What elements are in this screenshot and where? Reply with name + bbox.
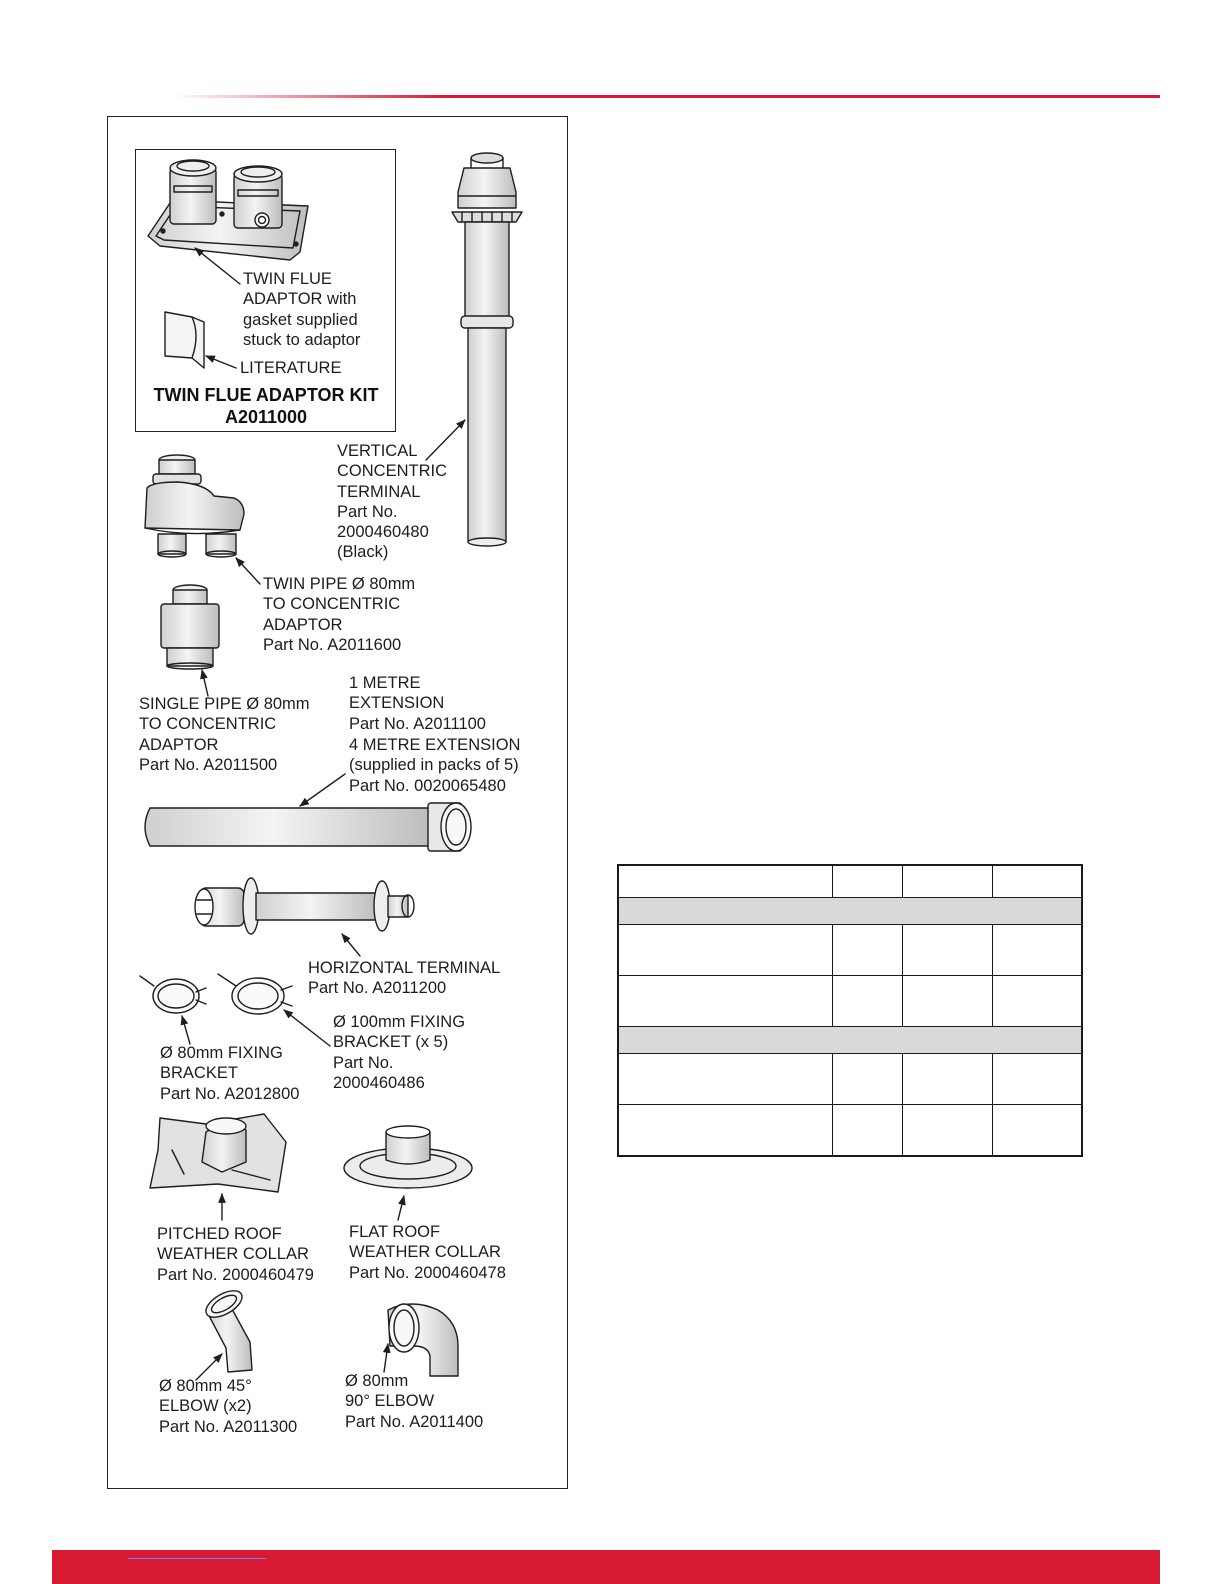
single-pipe-adaptor-label: SINGLE PIPE Ø 80mm TO CONCENTRIC ADAPTOR Part No. A2011500: [139, 695, 310, 774]
kit-title: TWIN FLUE ADAPTOR KIT A2011000: [153, 385, 379, 427]
one-metre-extension-label: 1 METRE EXTENSION Part No. A2011100: [349, 674, 486, 733]
fixing-bracket-80-drawing: [140, 976, 206, 1013]
elbow-90-label: Ø 80mm 90° ELBOW Part No. A2011400: [345, 1372, 484, 1431]
literature-drawing: [165, 312, 204, 368]
extension-pipe-drawing: [145, 803, 471, 851]
flue-length-table: [617, 864, 1083, 1157]
twin-pipe-adaptor-label: TWIN PIPE Ø 80mm TO CONCENTRIC ADAPTOR Part No. A2011600: [263, 575, 416, 654]
bracket-80-label: Ø 80mm FIXING BRACKET Part No. A2012800: [160, 1044, 300, 1103]
pitched-roof-collar-drawing: [150, 1114, 286, 1192]
footer-link-underline[interactable]: [128, 1558, 266, 1559]
footer-accent-bar: [52, 1550, 1160, 1584]
elbow-90-drawing: [388, 1304, 458, 1376]
twin-pipe-adaptor-drawing: [145, 455, 244, 557]
pitched-roof-collar-label: PITCHED ROOF WEATHER COLLAR Part No. 2000460479: [157, 1225, 314, 1284]
table-header-row: [618, 865, 1082, 898]
twin-flue-adaptor-drawing: [148, 160, 308, 260]
table-row: [618, 976, 1082, 1027]
single-pipe-adaptor-drawing: [161, 585, 219, 669]
four-metre-extension-label: 4 METRE EXTENSION (supplied in packs of 5) Part No. 0020065480: [349, 736, 521, 795]
table-row: [618, 1054, 1082, 1105]
fixing-bracket-100-drawing: [218, 974, 292, 1014]
table-row: [618, 925, 1082, 976]
table-group-row: [618, 1027, 1082, 1054]
table-row: [618, 1105, 1082, 1157]
bracket-100-label: Ø 100mm FIXING BRACKET (x 5) Part No. 2000460486: [333, 1013, 466, 1092]
table-group-row: [618, 898, 1082, 925]
literature-label: LITERATURE: [240, 359, 342, 377]
flat-roof-collar-drawing: [344, 1126, 472, 1188]
elbow-45-label: Ø 80mm 45° ELBOW (x2) Part No. A2011300: [159, 1377, 298, 1436]
vertical-terminal-label: VERTICAL CONCENTRIC TERMINAL Part No. 2000460480 (Black): [337, 442, 447, 562]
horizontal-terminal-drawing: [195, 878, 414, 934]
twin-flue-adaptor-label: TWIN FLUE ADAPTOR with gasket supplied stuck to adaptor: [243, 270, 361, 349]
elbow-45-drawing: [202, 1285, 252, 1372]
vertical-terminal-drawing: [452, 153, 522, 546]
horizontal-terminal-label: HORIZONTAL TERMINAL Part No. A2011200: [308, 959, 501, 998]
flat-roof-collar-label: FLAT ROOF WEATHER COLLAR Part No. 2000460478: [349, 1223, 506, 1282]
